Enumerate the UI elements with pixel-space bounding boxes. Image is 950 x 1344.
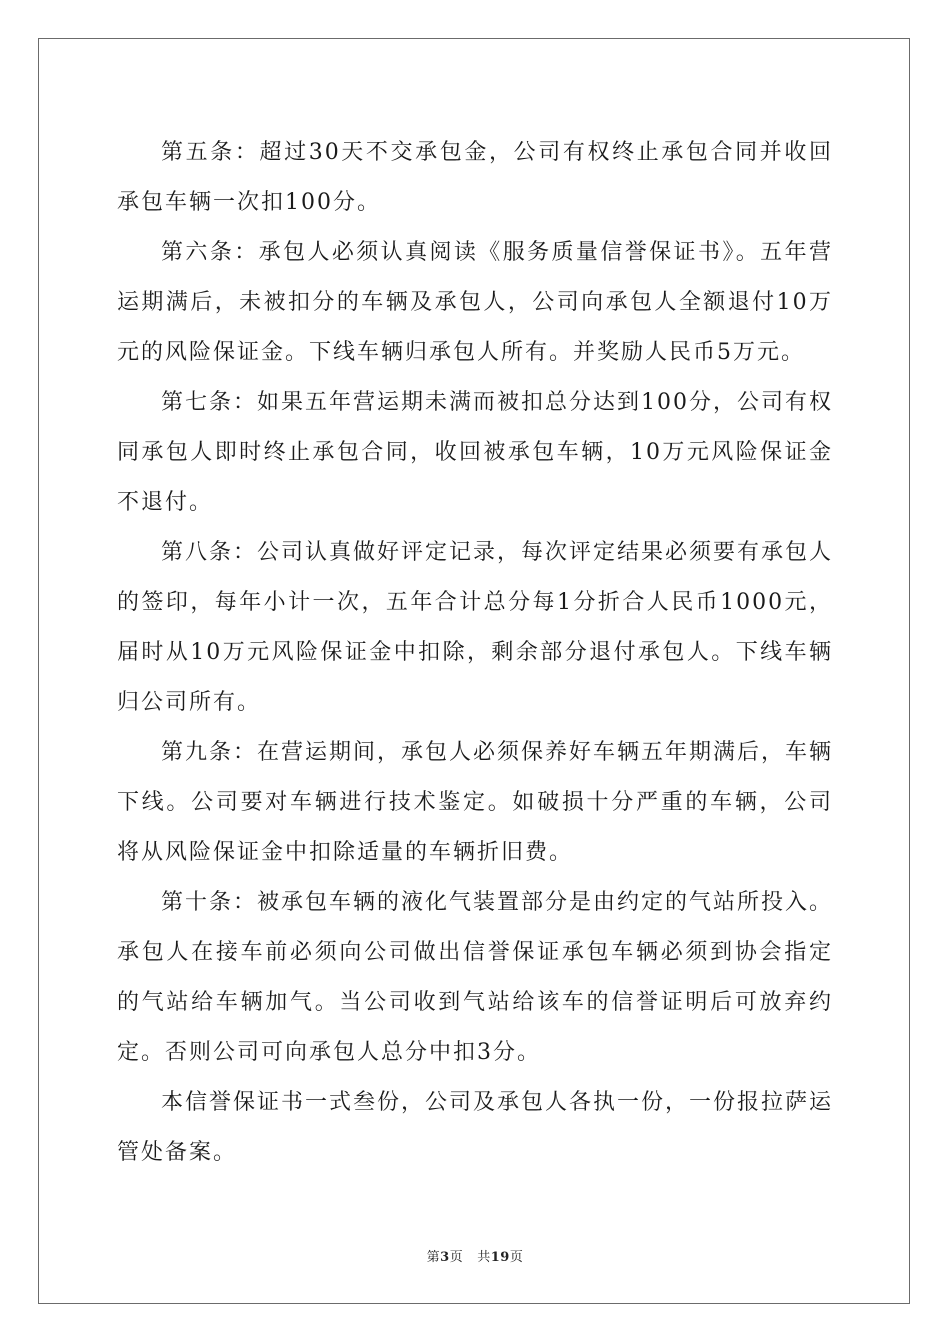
clause-9-paragraph: 第九条：在营运期间，承包人必须保养好车辆五年期满后，车辆下线。公司要对车辆进行技术鉴定。如破损十分严重的车辆，公司将从风险保证金中扣除适量的车辆折旧费。 <box>117 740 834 865</box>
total-prefix: 共 <box>477 1250 491 1265</box>
clause-7-paragraph: 第七条：如果五年营运期未满而被扣总分达到100分，公司有权同承包人即时终止承包合同，收回被承包车辆，10万元风险保证金不退付。 <box>117 390 833 515</box>
document-body <box>117 128 833 1178</box>
closing-paragraph: 本信誉保证书一式叁份，公司及承包人各执一份，一份报拉萨运管处备案。 <box>117 1090 834 1165</box>
clause-8-paragraph: 第八条：公司认真做好评定记录，每次评定结果必须要有承包人的签印，每年小计一次，五年合计总分每1分折合人民币1000元，届时从10万元风险保证金中扣除，剩余部分退付承包人。下线车辆归公司所有。 <box>117 540 834 715</box>
page-footer <box>0 1246 950 1265</box>
total-pages: 19 <box>490 1250 510 1265</box>
page-suffix: 页 <box>449 1250 464 1265</box>
page-prefix: 第 <box>426 1250 441 1265</box>
page-number: 3 <box>440 1250 450 1265</box>
clause-10-paragraph: 第十条：被承包车辆的液化气装置部分是由约定的气站所投入。承包人在接车前必须向公司做出信誉保证承包车辆必须到协会指定的气站给车辆加气。当公司收到气站给该车的信誉证明后可放弃约定。否则公司可向承包人总分中扣3分。 <box>117 890 834 1065</box>
clause-6-paragraph: 第六条：承包人必须认真阅读《服务质量信誉保证书》。五年营运期满后，未被扣分的车辆及承包人，公司向承包人全额退付10万元的风险保证金。下线车辆归承包人所有。并奖励人民币5万元。 <box>117 240 833 365</box>
total-suffix: 页 <box>509 1250 524 1265</box>
clause-5-paragraph: 第五条：超过30天不交承包金，公司有权终止承包合同并收回承包车辆一次扣100分。 <box>117 140 833 215</box>
